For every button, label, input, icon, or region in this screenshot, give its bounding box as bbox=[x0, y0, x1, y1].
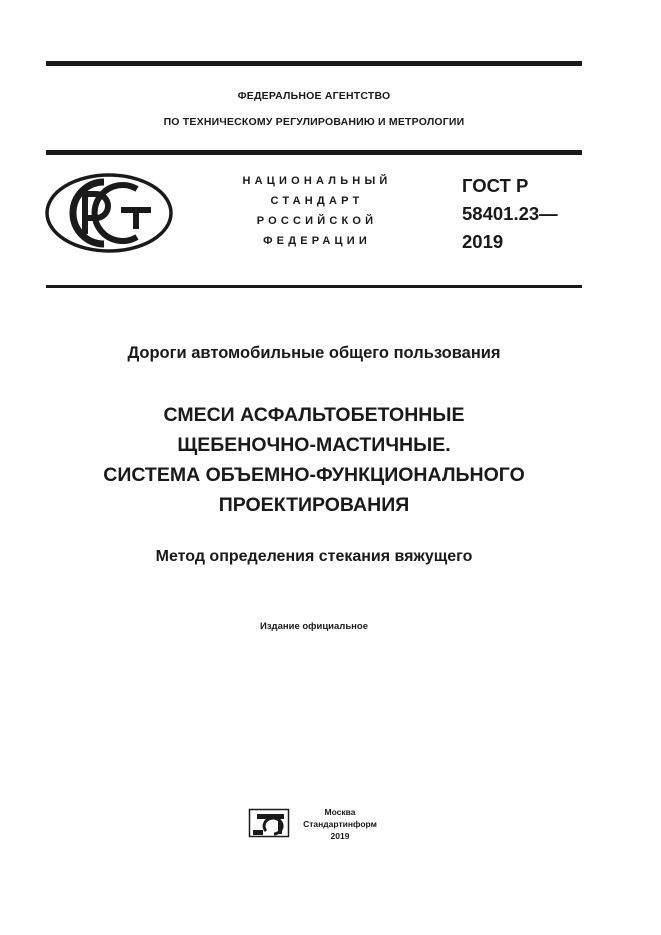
title-line: СИСТЕМА ОБЪЕМНО-ФУНКЦИОНАЛЬНОГО bbox=[103, 464, 525, 486]
standard-type-line: ФЕДЕРАЦИИ bbox=[263, 235, 371, 247]
publisher-name: Стандартинформ bbox=[303, 819, 377, 829]
title-line: ЩЕБЕНОЧНО-МАСТИЧНЫЕ. bbox=[177, 434, 451, 456]
title-line: ПРОЕКТИРОВАНИЯ bbox=[218, 494, 410, 516]
standard-designation bbox=[462, 172, 587, 256]
middle-rule bbox=[46, 150, 582, 155]
document-subtitle: Дороги автомобильные общего пользования bbox=[127, 344, 501, 362]
standard-type-line: СТАНДАРТ bbox=[270, 195, 364, 207]
designation-line: ГОСТ Р bbox=[462, 175, 529, 196]
title-line: СМЕСИ АСФАЛЬТОБЕТОННЫЕ bbox=[163, 404, 465, 426]
document-title bbox=[46, 400, 582, 520]
lower-rule bbox=[46, 285, 582, 288]
publisher-logo-icon bbox=[248, 808, 290, 838]
standard-type-line: НАЦИОНАЛЬНЫЙ bbox=[242, 175, 392, 187]
publisher-city: Москва bbox=[324, 807, 356, 817]
standard-type-block bbox=[206, 171, 428, 251]
method-title: Метод определения стекания вяжущего bbox=[155, 548, 473, 565]
designation-line: 2019 bbox=[462, 231, 504, 252]
publisher-block bbox=[300, 806, 380, 842]
agency-line-1: ФЕДЕРАЛЬНОЕ АГЕНТСТВО bbox=[237, 90, 391, 102]
agency-line-2: ПО ТЕХНИЧЕСКОМУ РЕГУЛИРОВАНИЮ И МЕТРОЛОГИИ bbox=[163, 116, 465, 128]
publisher-year: 2019 bbox=[330, 831, 350, 841]
rst-emblem-icon bbox=[44, 172, 174, 254]
designation-line: 58401.23— bbox=[462, 203, 558, 224]
edition-note: Издание официальное bbox=[260, 621, 368, 632]
standard-type-line: РОССИЙСКОЙ bbox=[256, 215, 378, 227]
top-rule bbox=[46, 61, 582, 66]
